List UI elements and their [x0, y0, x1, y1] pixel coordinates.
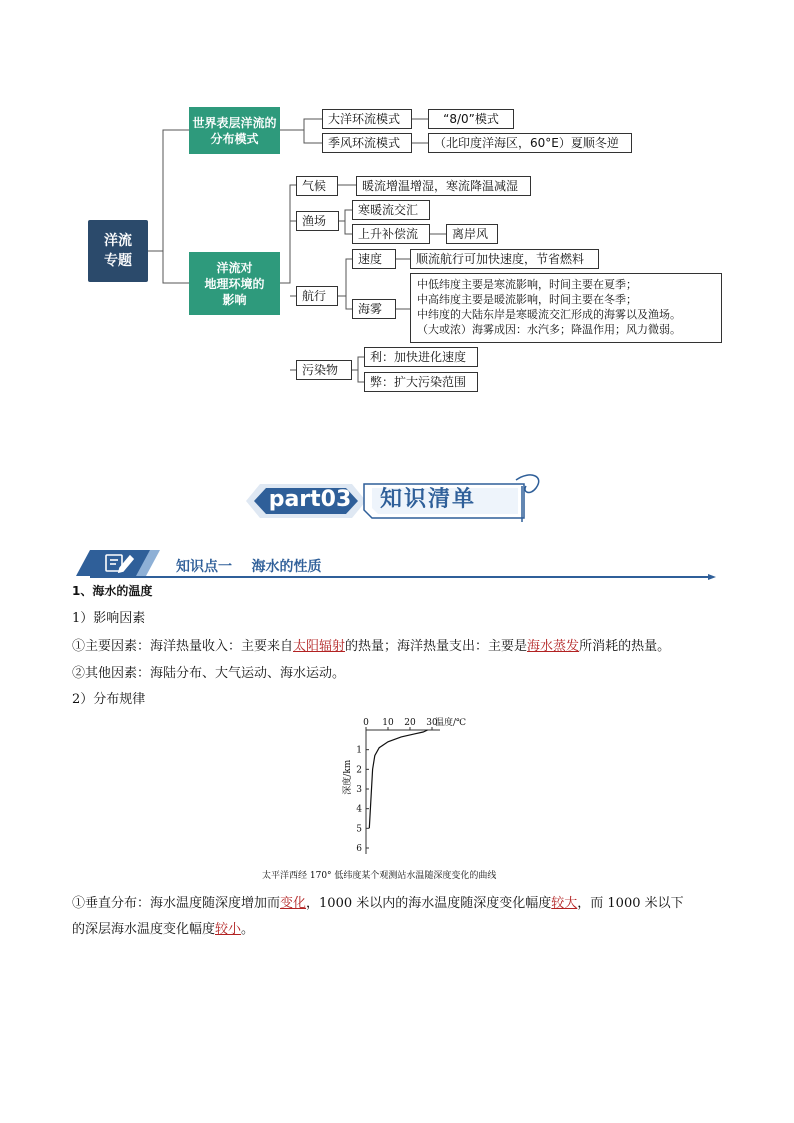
pollutant-benefit-label: 利：加快进化速度 — [370, 350, 467, 364]
fishery-label: 渔场 — [302, 214, 327, 228]
branch-distribution-line-2: 分布模式 — [210, 131, 259, 146]
monsoon-circulation-detail-label: （北印度洋海区，60°E）夏顺冬逆 — [434, 136, 619, 150]
text-segment: 的深层海水温度变化幅度 — [72, 922, 216, 937]
answer-larger: 较大 — [551, 896, 578, 911]
text-segment: 的热量；海洋热量支出：主要是 — [345, 639, 528, 654]
branch-distribution-line-1: 世界表层洋流的 — [192, 115, 277, 130]
speed-label: 速度 — [358, 252, 383, 266]
text-segment: ，而 1000 米以下 — [577, 896, 684, 911]
sub-distribution: 2）分布规律 — [72, 692, 146, 707]
y-axis-label: 深度/km — [343, 759, 353, 795]
branch-impact-line-3: 影响 — [222, 292, 247, 307]
navigation-node — [296, 286, 338, 306]
text-segment: 所消耗的热量。 — [579, 639, 671, 654]
climate-detail-label: 暖流增温增湿，寒流降温减湿 — [362, 179, 519, 193]
ocean-circulation-detail — [428, 109, 514, 129]
branch-impact-line-2: 地理环境的 — [204, 276, 265, 291]
monsoon-circulation-mode — [322, 133, 412, 153]
speed-detail-label: 顺流航行可加快速度，节省燃料 — [416, 252, 585, 266]
root-line-2: 专题 — [104, 253, 132, 269]
text-segment: 。 — [241, 922, 255, 937]
answer-evaporation: 海水蒸发 — [527, 639, 580, 654]
branch-distribution — [189, 107, 280, 154]
x-axis-label: 温度/℃ — [435, 718, 467, 728]
y-tick-label: 4 — [356, 804, 362, 815]
navigation-label: 航行 — [302, 289, 327, 303]
chart-caption: 太平洋西经 170° 低纬度某个观测站水温随深度变化的曲线 — [262, 871, 497, 881]
fishery-item-convergence-label: 寒暖流交汇 — [358, 203, 419, 217]
fishery-offshore-wind — [446, 224, 498, 244]
banner-title: 知识清单 — [380, 487, 477, 512]
fishery-item-upwelling — [352, 224, 430, 244]
speed-detail — [410, 249, 599, 269]
pencil-icon — [106, 555, 107, 556]
branch-impact-line-1: 洋流对 — [216, 260, 253, 275]
branch-impact — [189, 252, 280, 315]
text-segment: ①主要因素：海洋热量收入：主要来自 — [72, 639, 294, 654]
fog-detail-line: 中纬度的大陆东岸是寒暖流交汇形成的海雾以及渔场。 — [417, 308, 681, 321]
x-tick-label: 10 — [382, 718, 394, 728]
heading-sea-temperature: 1、海水的温度 — [72, 584, 153, 598]
y-tick-label: 3 — [356, 785, 362, 795]
ocean-circulation-mode — [322, 109, 412, 129]
ocean-circulation-mode-label: 大洋环流模式 — [328, 112, 401, 126]
climate-label: 气候 — [302, 179, 327, 193]
pollutant-harm — [364, 372, 478, 392]
other-factor-line: ②其他因素：海陆分布、大气运动、海水运动。 — [72, 666, 346, 681]
text-segment: ，1000 米以内的海水温度随深度变化幅度 — [306, 896, 552, 911]
answer-solar-radiation: 太阳辐射 — [293, 639, 346, 654]
pollutant-benefit — [364, 347, 478, 367]
temperature-depth-chart — [330, 712, 490, 862]
sub-influencing-factors: 1）影响因素 — [72, 611, 146, 626]
main-factor-line — [72, 637, 670, 657]
y-tick-label: 5 — [356, 824, 362, 835]
climate-node — [296, 176, 338, 196]
fog-detail-line: 中高纬度主要是暖流影响，时间主要在冬季； — [417, 293, 637, 306]
part-label: part03 — [268, 487, 352, 512]
monsoon-circulation-detail — [428, 133, 632, 153]
x-tick-label: 20 — [404, 718, 416, 728]
mindmap-root — [88, 220, 148, 282]
fishery-offshore-wind-label: 离岸风 — [452, 227, 489, 241]
x-tick-label: 30 — [426, 718, 438, 728]
vertical-distribution-line-1 — [72, 894, 684, 914]
fog-detail-line: （大或浓）海雾成因：水汽多；降温作用；风力微弱。 — [417, 323, 681, 336]
answer-smaller: 较小 — [215, 922, 242, 937]
y-tick-label: 2 — [356, 765, 362, 776]
fog-detail — [410, 273, 722, 343]
temperature-curve — [369, 730, 427, 828]
fishery-node — [296, 211, 339, 231]
pollutant-harm-label: 弊：扩大污染范围 — [370, 375, 467, 389]
root-line-1: 洋流 — [104, 233, 132, 249]
y-tick-label: 1 — [356, 745, 362, 756]
vertical-distribution-line-2 — [72, 920, 254, 940]
text-segment: ①垂直分布：海水温度随深度增加而 — [72, 896, 281, 911]
y-tick-label: 6 — [356, 844, 362, 854]
fog-detail-line: 中低纬度主要是寒流影响，时间主要在夏季； — [417, 278, 637, 291]
fog-node — [352, 299, 396, 319]
ocean-circulation-detail-label: “8/0”模式 — [443, 112, 499, 126]
x-tick-label: 0 — [363, 718, 369, 728]
fishery-item-convergence — [352, 200, 430, 220]
section-header-graphic — [76, 546, 716, 582]
fishery-item-upwelling-label: 上升补偿流 — [358, 227, 419, 241]
section-title: 知识点一 海水的性质 — [176, 559, 322, 575]
answer-change: 变化 — [280, 896, 307, 911]
speed-node — [352, 249, 396, 269]
climate-detail — [356, 176, 531, 196]
pollutant-label: 污染物 — [302, 363, 339, 377]
pollutant-node — [296, 360, 352, 380]
monsoon-circulation-mode-label: 季风环流模式 — [328, 136, 401, 150]
fog-label: 海雾 — [358, 302, 383, 316]
